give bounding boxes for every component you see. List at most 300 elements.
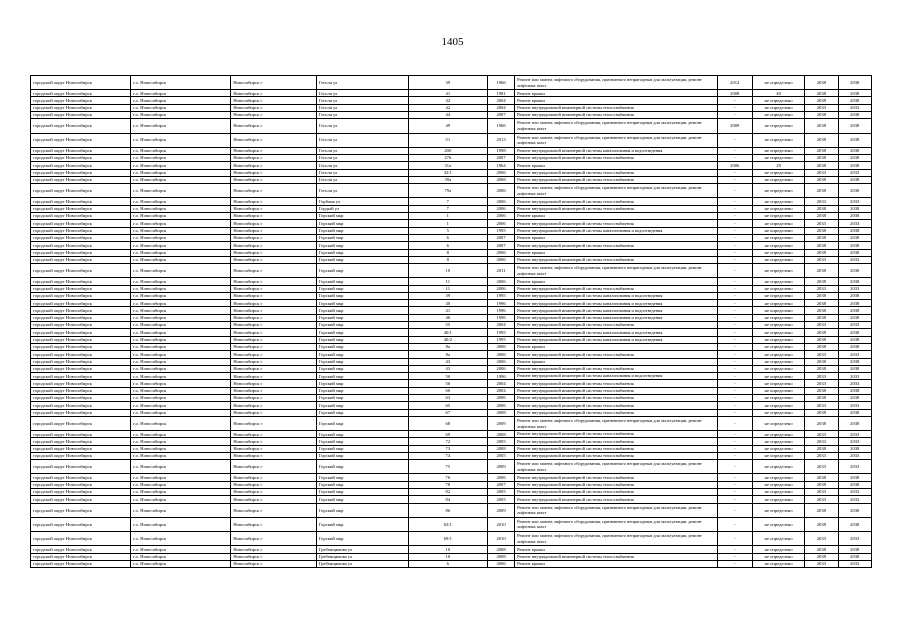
plan-end-cell: 2038	[838, 416, 871, 430]
district-cell: городской округ Новосибирск	[31, 147, 131, 154]
district-cell: городской округ Новосибирск	[31, 460, 131, 474]
wear-cell: не определено	[752, 133, 804, 147]
last-repair-year-cell: -	[717, 329, 752, 336]
district-cell: городской округ Новосибирск	[31, 249, 131, 256]
wear-cell: не определено	[752, 155, 804, 162]
district-cell: городской округ Новосибирск	[31, 198, 131, 205]
settlement-cell: г.о. Новосибирск	[131, 395, 231, 402]
plan-end-cell: 2033	[838, 380, 871, 387]
house-number-cell: 31а	[408, 162, 487, 169]
work-type-cell: Ремонт крыши	[515, 213, 717, 220]
plan-end-cell: 2033	[838, 402, 871, 409]
plan-start-cell: 2038	[805, 205, 838, 212]
year-cell: 2007	[487, 481, 514, 488]
locality-cell: Новосибирск г	[231, 387, 317, 394]
settlement-cell: г.о. Новосибирск	[131, 198, 231, 205]
table-row	[31, 169, 872, 176]
year-cell: 2006	[487, 365, 514, 372]
plan-end-cell: 2033	[838, 532, 871, 546]
house-number-cell: 276	[408, 155, 487, 162]
house-number-cell: 51	[408, 133, 487, 147]
locality-cell: Новосибирск г	[231, 314, 317, 321]
house-number-cell: 60	[408, 387, 487, 394]
wear-cell: не определено	[752, 474, 804, 481]
work-type-cell: Ремонт внутридомовой инженерной системы теплоснабжения	[515, 481, 717, 488]
plan-start-cell: 2038	[805, 553, 838, 560]
district-cell: городской округ Новосибирск	[31, 112, 131, 119]
last-repair-year-cell: -	[717, 351, 752, 358]
district-cell: городской округ Новосибирск	[31, 278, 131, 285]
wear-cell: не определено	[752, 496, 804, 503]
locality-cell: Новосибирск г	[231, 489, 317, 496]
work-type-cell: Ремонт внутридомовой инженерной системы канализования и водоотведения	[515, 300, 717, 307]
locality-cell: Новосибирск г	[231, 119, 317, 133]
settlement-cell: г.о. Новосибирск	[131, 560, 231, 567]
plan-start-cell: 2038	[805, 155, 838, 162]
plan-start-cell: 2038	[805, 329, 838, 336]
year-cell: 1995	[487, 329, 514, 336]
plan-end-cell: 2038	[838, 147, 871, 154]
house-number-cell: 8	[408, 256, 487, 263]
street-cell: Горский мкр	[316, 416, 408, 430]
year-cell: 1981	[487, 90, 514, 97]
locality-cell: Новосибирск г	[231, 292, 317, 299]
year-cell: 1996	[487, 307, 514, 314]
street-cell: Гоголя ул	[316, 133, 408, 147]
year-cell: 2013	[487, 133, 514, 147]
settlement-cell: г.о. Новосибирск	[131, 314, 231, 321]
plan-start-cell: 2038	[805, 264, 838, 278]
work-type-cell: Ремонт или замена лифтового оборудования, признанного непригодным для эксплуатации, ремонт лифтовых шахт	[515, 503, 717, 517]
wear-cell: не определено	[752, 416, 804, 430]
district-cell: городской округ Новосибирск	[31, 474, 131, 481]
house-number-cell: 74	[408, 453, 487, 460]
street-cell: Гоголя ул	[316, 119, 408, 133]
locality-cell: Новосибирск г	[231, 560, 317, 567]
locality-cell: Новосибирск г	[231, 133, 317, 147]
plan-start-cell: 2038	[805, 409, 838, 416]
work-type-cell: Ремонт или замена лифтового оборудования, признанного непригодным для эксплуатации, ремонт лифтовых шахт	[515, 264, 717, 278]
district-cell: городской округ Новосибирск	[31, 503, 131, 517]
street-cell: Горский мкр	[316, 358, 408, 365]
work-type-cell: Ремонт внутридомовой инженерной системы канализования и водоотведения	[515, 307, 717, 314]
plan-start-cell: 2038	[805, 445, 838, 452]
wear-cell: не определено	[752, 358, 804, 365]
year-cell: 2005	[487, 496, 514, 503]
house-number-cell: 69	[408, 431, 487, 438]
work-type-cell: Ремонт внутридомовой инженерной системы теплоснабжения	[515, 256, 717, 263]
plan-start-cell: 2038	[805, 481, 838, 488]
year-cell: 1996	[487, 300, 514, 307]
plan-end-cell: 2038	[838, 553, 871, 560]
year-cell: 2007	[487, 242, 514, 249]
plan-start-cell: 2038	[805, 249, 838, 256]
street-cell: Горский мкр	[316, 474, 408, 481]
street-cell: Горский мкр	[316, 445, 408, 452]
locality-cell: Новосибирск г	[231, 351, 317, 358]
plan-end-cell: 2038	[838, 546, 871, 553]
work-type-cell: Ремонт внутридомовой инженерной системы теплоснабжения	[515, 431, 717, 438]
last-repair-year-cell: -	[717, 176, 752, 183]
plan-end-cell: 2038	[838, 343, 871, 350]
wear-cell: не определено	[752, 532, 804, 546]
last-repair-year-cell: -	[717, 104, 752, 111]
district-cell: городской округ Новосибирск	[31, 242, 131, 249]
settlement-cell: г.о. Новосибирск	[131, 155, 231, 162]
district-cell: городской округ Новосибирск	[31, 336, 131, 343]
plan-start-cell: 2033	[805, 256, 838, 263]
street-cell: Горский мкр	[316, 438, 408, 445]
plan-start-cell: 2038	[805, 213, 838, 220]
wear-cell: не определено	[752, 445, 804, 452]
street-cell: Горский мкр	[316, 220, 408, 227]
plan-start-cell: 2038	[805, 133, 838, 147]
settlement-cell: г.о. Новосибирск	[131, 387, 231, 394]
house-number-cell: 73	[408, 445, 487, 452]
wear-cell: не определено	[752, 489, 804, 496]
district-cell: городской округ Новосибирск	[31, 546, 131, 553]
plan-end-cell: 2038	[838, 503, 871, 517]
plan-end-cell: 2038	[838, 97, 871, 104]
last-repair-year-cell: -	[717, 213, 752, 220]
street-cell: Гоголя ул	[316, 90, 408, 97]
settlement-cell: г.о. Новосибирск	[131, 119, 231, 133]
street-cell: Гребенщикова ул	[316, 546, 408, 553]
locality-cell: Новосибирск г	[231, 365, 317, 372]
settlement-cell: г.о. Новосибирск	[131, 147, 231, 154]
street-cell: Горский мкр	[316, 307, 408, 314]
district-cell: городской округ Новосибирск	[31, 343, 131, 350]
plan-end-cell: 2038	[838, 112, 871, 119]
plan-end-cell: 2038	[838, 119, 871, 133]
plan-end-cell: 2033	[838, 198, 871, 205]
house-number-cell: 41	[408, 90, 487, 97]
settlement-cell: г.о. Новосибирск	[131, 220, 231, 227]
house-number-cell: 40	[408, 300, 487, 307]
district-cell: городской округ Новосибирск	[31, 234, 131, 241]
house-number-cell: 6	[408, 560, 487, 567]
settlement-cell: г.о. Новосибирск	[131, 227, 231, 234]
street-cell: Горский мкр	[316, 256, 408, 263]
plan-start-cell: 2038	[805, 546, 838, 553]
locality-cell: Новосибирск г	[231, 97, 317, 104]
district-cell: городской округ Новосибирск	[31, 213, 131, 220]
settlement-cell: г.о. Новосибирск	[131, 205, 231, 212]
last-repair-year-cell: -	[717, 227, 752, 234]
year-cell: 2006	[487, 278, 514, 285]
wear-cell: не определено	[752, 351, 804, 358]
plan-end-cell: 2038	[838, 249, 871, 256]
plan-end-cell: 2038	[838, 474, 871, 481]
last-repair-year-cell: -	[717, 489, 752, 496]
wear-cell: не определено	[752, 307, 804, 314]
year-cell: 2006	[487, 351, 514, 358]
year-cell: 2009	[487, 503, 514, 517]
work-type-cell: Ремонт внутридомовой инженерной системы теплоснабжения	[515, 409, 717, 416]
settlement-cell: г.о. Новосибирск	[131, 322, 231, 329]
district-cell: городской округ Новосибирск	[31, 560, 131, 567]
settlement-cell: г.о. Новосибирск	[131, 292, 231, 299]
locality-cell: Новосибирск г	[231, 90, 317, 97]
settlement-cell: г.о. Новосибирск	[131, 285, 231, 292]
plan-start-cell: 2038	[805, 162, 838, 169]
plan-end-cell: 2033	[838, 453, 871, 460]
plan-end-cell: 2033	[838, 256, 871, 263]
plan-end-cell: 2038	[838, 329, 871, 336]
plan-end-cell: 2038	[838, 184, 871, 198]
last-repair-year-cell: 2012	[717, 76, 752, 90]
work-type-cell: Ремонт или замена лифтового оборудования, признанного непригодным для эксплуатации, ремонт лифтовых шахт	[515, 119, 717, 133]
year-cell: 1995	[487, 336, 514, 343]
street-cell: Горский мкр	[316, 322, 408, 329]
street-cell: Горский мкр	[316, 300, 408, 307]
plan-end-cell: 2038	[838, 395, 871, 402]
plan-end-cell: 2038	[838, 517, 871, 531]
last-repair-year-cell: -	[717, 285, 752, 292]
locality-cell: Новосибирск г	[231, 220, 317, 227]
settlement-cell: г.о. Новосибирск	[131, 553, 231, 560]
street-cell: Горский мкр	[316, 213, 408, 220]
street-cell: Горский мкр	[316, 336, 408, 343]
work-type-cell: Ремонт внутридомовой инженерной системы канализования и водоотведения	[515, 292, 717, 299]
settlement-cell: г.о. Новосибирск	[131, 402, 231, 409]
table-row	[31, 234, 872, 241]
house-number-cell: 63/1	[408, 517, 487, 531]
last-repair-year-cell: -	[717, 532, 752, 546]
plan-end-cell: 2038	[838, 162, 871, 169]
wear-cell: не определено	[752, 517, 804, 531]
work-type-cell: Ремонт или замена лифтового оборудования, признанного непригодным для эксплуатации, ремонт лифтовых шахт	[515, 184, 717, 198]
plan-end-cell: 2033	[838, 351, 871, 358]
locality-cell: Новосибирск г	[231, 503, 317, 517]
street-cell: Горский мкр	[316, 242, 408, 249]
wear-cell: не определено	[752, 242, 804, 249]
locality-cell: Новосибирск г	[231, 546, 317, 553]
district-cell: городской округ Новосибирск	[31, 264, 131, 278]
house-number-cell: 44	[408, 112, 487, 119]
year-cell: 1966	[487, 119, 514, 133]
street-cell: Горский мкр	[316, 481, 408, 488]
house-number-cell: 63	[408, 395, 487, 402]
locality-cell: Новосибирск г	[231, 112, 317, 119]
locality-cell: Новосибирск г	[231, 155, 317, 162]
last-repair-year-cell: 2008	[717, 90, 752, 97]
wear-cell: не определено	[752, 76, 804, 90]
plan-end-cell: 2038	[838, 358, 871, 365]
table-row	[31, 380, 872, 387]
work-type-cell: Ремонт внутридомовой инженерной системы теплоснабжения	[515, 489, 717, 496]
house-number-cell: 5	[408, 227, 487, 234]
street-cell: Горский мкр	[316, 489, 408, 496]
wear-cell: не определено	[752, 409, 804, 416]
locality-cell: Новосибирск г	[231, 474, 317, 481]
wear-cell: не определено	[752, 249, 804, 256]
district-cell: городской округ Новосибирск	[31, 409, 131, 416]
table-row	[31, 119, 872, 133]
last-repair-year-cell: -	[717, 453, 752, 460]
district-cell: городской округ Новосибирск	[31, 395, 131, 402]
settlement-cell: г.о. Новосибирск	[131, 365, 231, 372]
table-row	[31, 300, 872, 307]
district-cell: городской округ Новосибирск	[31, 553, 131, 560]
last-repair-year-cell: -	[717, 249, 752, 256]
wear-cell: не определено	[752, 395, 804, 402]
district-cell: городской округ Новосибирск	[31, 169, 131, 176]
last-repair-year-cell: -	[717, 460, 752, 474]
street-cell: Горский мкр	[316, 351, 408, 358]
district-cell: городской округ Новосибирск	[31, 351, 131, 358]
house-number-cell: 11	[408, 285, 487, 292]
last-repair-year-cell: -	[717, 322, 752, 329]
district-cell: городской округ Новосибирск	[31, 119, 131, 133]
street-cell: Гоголя ул	[316, 76, 408, 90]
wear-cell: не определено	[752, 97, 804, 104]
last-repair-year-cell: -	[717, 314, 752, 321]
settlement-cell: г.о. Новосибирск	[131, 438, 231, 445]
wear-cell: не определено	[752, 402, 804, 409]
district-cell: городской округ Новосибирск	[31, 402, 131, 409]
plan-start-cell: 2038	[805, 416, 838, 430]
year-cell: 2004	[487, 322, 514, 329]
house-number-cell: 49	[408, 119, 487, 133]
house-number-cell: 10	[408, 553, 487, 560]
street-cell: Горский мкр	[316, 234, 408, 241]
work-type-cell: Ремонт внутридомовой инженерной системы канализования и водоотведения	[515, 373, 717, 380]
plan-end-cell: 2038	[838, 314, 871, 321]
plan-start-cell: 2038	[805, 90, 838, 97]
house-number-cell: 1	[408, 213, 487, 220]
wear-cell: не определено	[752, 205, 804, 212]
table-row	[31, 205, 872, 212]
house-number-cell: 6	[408, 234, 487, 241]
plan-start-cell: 2038	[805, 300, 838, 307]
work-type-cell: Ремонт внутридомовой инженерной системы канализования и водоотведения	[515, 314, 717, 321]
year-cell: 2006	[487, 285, 514, 292]
year-cell: 2005	[487, 438, 514, 445]
year-cell: 1966	[487, 76, 514, 90]
district-cell: городской округ Новосибирск	[31, 431, 131, 438]
locality-cell: Новосибирск г	[231, 205, 317, 212]
wear-cell: не определено	[752, 553, 804, 560]
plan-end-cell: 2038	[838, 278, 871, 285]
plan-end-cell: 2033	[838, 560, 871, 567]
house-number-cell: 42	[408, 104, 487, 111]
house-number-cell: 39а	[408, 176, 487, 183]
last-repair-year-cell: -	[717, 517, 752, 531]
work-type-cell: Ремонт внутридомовой инженерной системы теплоснабжения	[515, 445, 717, 452]
street-cell: Горский мкр	[316, 285, 408, 292]
table-row	[31, 162, 872, 169]
plan-end-cell: 2038	[838, 90, 871, 97]
table-row	[31, 402, 872, 409]
plan-start-cell: 2038	[805, 336, 838, 343]
work-type-cell: Ремонт или замена лифтового оборудования, признанного непригодным для эксплуатации, ремонт лифтовых шахт	[515, 532, 717, 546]
year-cell: 2010	[487, 532, 514, 546]
last-repair-year-cell: -	[717, 416, 752, 430]
table-row	[31, 445, 872, 452]
settlement-cell: г.о. Новосибирск	[131, 373, 231, 380]
last-repair-year-cell: -	[717, 205, 752, 212]
house-number-cell: 200	[408, 147, 487, 154]
district-cell: городской округ Новосибирск	[31, 445, 131, 452]
year-cell: 2008	[487, 176, 514, 183]
house-number-cell: 79а	[408, 184, 487, 198]
plan-start-cell: 2038	[805, 112, 838, 119]
settlement-cell: г.о. Новосибирск	[131, 264, 231, 278]
last-repair-year-cell: 2009	[717, 119, 752, 133]
house-number-cell: 10	[408, 546, 487, 553]
settlement-cell: г.о. Новосибирск	[131, 300, 231, 307]
wear-cell: не определено	[752, 387, 804, 394]
street-cell: Горский мкр	[316, 409, 408, 416]
settlement-cell: г.о. Новосибирск	[131, 133, 231, 147]
house-number-cell: 42	[408, 97, 487, 104]
district-cell: городской округ Новосибирск	[31, 300, 131, 307]
last-repair-year-cell: -	[717, 445, 752, 452]
year-cell: 1964	[487, 162, 514, 169]
last-repair-year-cell: -	[717, 155, 752, 162]
wear-cell: не определено	[752, 198, 804, 205]
year-cell: 2007	[487, 112, 514, 119]
work-type-cell: Ремонт крыши	[515, 358, 717, 365]
locality-cell: Новосибирск г	[231, 184, 317, 198]
year-cell: 2011	[487, 264, 514, 278]
house-number-cell: 7	[408, 205, 487, 212]
plan-end-cell: 2033	[838, 496, 871, 503]
table-row	[31, 256, 872, 263]
last-repair-year-cell: -	[717, 373, 752, 380]
last-repair-year-cell: -	[717, 97, 752, 104]
plan-start-cell: 2033	[805, 438, 838, 445]
district-cell: городской округ Новосибирск	[31, 387, 131, 394]
house-number-cell: 10	[408, 264, 487, 278]
plan-end-cell: 2033	[838, 169, 871, 176]
year-cell: 2004	[487, 104, 514, 111]
table-row	[31, 409, 872, 416]
district-cell: городской округ Новосибирск	[31, 76, 131, 90]
district-cell: городской округ Новосибирск	[31, 97, 131, 104]
year-cell: 2004	[487, 380, 514, 387]
district-cell: городской округ Новосибирск	[31, 329, 131, 336]
work-type-cell: Ремонт крыши	[515, 343, 717, 350]
street-cell: Гоголя ул	[316, 112, 408, 119]
locality-cell: Новосибирск г	[231, 553, 317, 560]
wear-cell: не определено	[752, 184, 804, 198]
house-number-cell: 56	[408, 380, 487, 387]
year-cell: 2008	[487, 546, 514, 553]
last-repair-year-cell: -	[717, 343, 752, 350]
plan-start-cell: 2038	[805, 227, 838, 234]
locality-cell: Новосибирск г	[231, 227, 317, 234]
table-row	[31, 242, 872, 249]
street-cell: Горский мкр	[316, 264, 408, 278]
wear-cell: не определено	[752, 256, 804, 263]
district-cell: городской округ Новосибирск	[31, 104, 131, 111]
district-cell: городской округ Новосибирск	[31, 489, 131, 496]
table-row	[31, 351, 872, 358]
last-repair-year-cell: -	[717, 198, 752, 205]
work-type-cell: Ремонт крыши	[515, 560, 717, 567]
table-row	[31, 365, 872, 372]
house-number-cell: 1	[408, 220, 487, 227]
settlement-cell: г.о. Новосибирск	[131, 329, 231, 336]
settlement-cell: г.о. Новосибирск	[131, 184, 231, 198]
plan-end-cell: 2038	[838, 300, 871, 307]
settlement-cell: г.о. Новосибирск	[131, 104, 231, 111]
wear-cell: не определено	[752, 343, 804, 350]
plan-end-cell: 2038	[838, 227, 871, 234]
table-row	[31, 560, 872, 567]
